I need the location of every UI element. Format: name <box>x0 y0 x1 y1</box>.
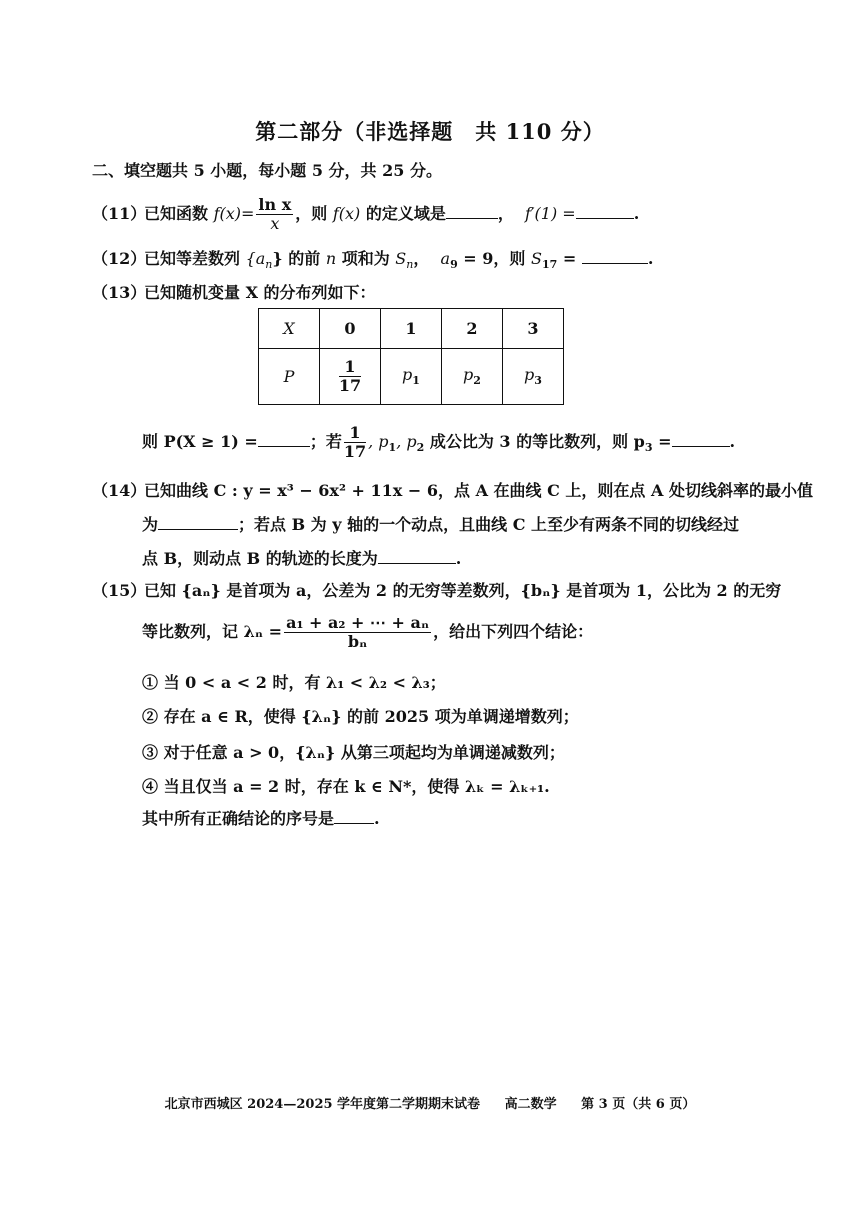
question-text: 已知等差数列 <box>144 249 246 268</box>
question-text: ，给出下列四个结论： <box>433 622 594 641</box>
question-text: ；若点 B 为 y 轴的一个动点，且曲线 C 上至少有两条不同的切线经过 <box>238 515 739 534</box>
page-footer <box>0 1093 860 1112</box>
answer-blank[interactable] <box>158 515 238 530</box>
fraction-numerator: ln x <box>258 195 292 214</box>
function-expr: f(x)= <box>213 204 255 223</box>
question-14-line3 <box>142 546 461 569</box>
fraction-denominator: x <box>270 214 280 233</box>
distribution-table <box>258 308 564 405</box>
period: . <box>633 204 640 223</box>
question-text: 的定义域是 <box>360 204 446 223</box>
fraction <box>344 424 366 461</box>
question-13 <box>92 280 376 303</box>
cell-text: p <box>524 365 535 385</box>
period: . <box>455 549 462 568</box>
question-text: 成公比为 3 的等比数列，则 p <box>424 432 645 451</box>
term-expr: , p <box>396 432 417 451</box>
conclusion-item: ③ 对于任意 a > 0，{λₙ} 从第三项起均为单调递减数列； <box>142 743 565 762</box>
question-text: 为 <box>142 515 159 534</box>
term-value: = 9 <box>457 249 494 268</box>
question-text: 其中所有正确结论的序号是 <box>142 809 335 828</box>
question-13-line2: 则 P(X ≥ 1) = ；若 $\frac{1}{17}$ , $p_1$, $p_2$ 成公比为 3 的等比数列，则 $p_3$ = . <box>142 423 736 461</box>
question-11 <box>92 196 639 233</box>
fraction-denominator: bₙ <box>347 632 368 651</box>
function-expr: f(x) <box>332 204 361 223</box>
conclusion-item: ④ 当且仅当 a = 2 时，存在 k ∈ N*，使得 λₖ = λₖ₊₁. <box>142 777 550 796</box>
footer-page: 第 3 页（共 6 页） <box>581 1097 696 1112</box>
derivative-expr: f′(1) = <box>525 204 576 223</box>
sequence-expr: {a <box>245 249 266 268</box>
fraction-numerator: a₁ + a₂ + ⋯ + aₙ <box>286 613 430 632</box>
table-cell <box>442 349 503 405</box>
page-title: 第二部分（非选择题 共 110 分） <box>255 119 605 144</box>
fraction-denominator: 17 <box>343 442 367 461</box>
table-cell: 0 <box>320 309 381 349</box>
question-number: （15） <box>92 581 147 600</box>
table-cell <box>259 309 320 349</box>
question-text: } 的前 <box>272 249 326 268</box>
question-text: 已知曲线 C : y = x³ − 6x² + 11x − 6，点 A 在曲线 C 上，则在点 A 处切线斜率的最小值 <box>144 481 813 500</box>
answer-blank[interactable] <box>446 204 498 219</box>
answer-blank[interactable] <box>334 809 374 824</box>
question-number: （14） <box>92 481 147 500</box>
subscript: 1 <box>412 374 420 388</box>
table-cell: 1 <box>381 309 442 349</box>
cell-text: X <box>283 319 295 338</box>
answer-blank[interactable] <box>258 432 310 447</box>
period: . <box>647 249 654 268</box>
question-text: 已知函数 <box>144 204 214 223</box>
question-text: 等比数列，记 λₙ = <box>142 622 283 641</box>
answer-blank[interactable] <box>576 204 634 219</box>
question-number: （12） <box>92 249 147 268</box>
answer-blank[interactable] <box>378 549 456 564</box>
table-cell <box>503 349 564 405</box>
table-row <box>259 309 564 349</box>
table-cell <box>381 349 442 405</box>
question-text: 项和为 <box>336 249 396 268</box>
footer-subject: 高二数学 <box>504 1097 557 1112</box>
question-text: 点 B，则动点 B 的轨迹的长度为 <box>142 549 378 568</box>
question-text: ， <box>497 204 514 223</box>
question-14 <box>92 478 813 501</box>
answer-blank[interactable] <box>672 432 730 447</box>
subscript: 3 <box>534 374 542 388</box>
period: . <box>374 809 380 828</box>
question-text: ，则 <box>295 204 333 223</box>
fraction-denominator: 17 <box>338 376 362 395</box>
question-text: 已知随机变量 X 的分布列如下： <box>144 283 376 302</box>
section-header: 二、填空题共 5 小题，每小题 5 分，共 25 分。 <box>92 161 442 180</box>
question-text: 则 P(X ≥ 1) = <box>142 432 258 451</box>
footer-exam: 北京市西城区 2024—2025 学年度第二学期期末试卷 <box>164 1097 481 1112</box>
term-expr: , p <box>368 432 389 451</box>
question-12: （12）已知等差数列 $\{a_n\}$ 的前 n 项和为 $S_n$， $a_9 = 9$，则 $S_{17}$ = . <box>92 246 653 271</box>
table-cell: 3 <box>503 309 564 349</box>
cell-text: P <box>283 367 295 386</box>
question-15-final <box>142 806 380 829</box>
question-number: （13） <box>92 283 147 302</box>
fraction-numerator: 1 <box>339 358 361 377</box>
fraction <box>339 358 361 395</box>
question-text: ，则 <box>493 249 531 268</box>
conclusion-item: ① 当 0 < a < 2 时，有 λ₁ < λ₂ < λ₃； <box>142 673 446 692</box>
sum-expr: S <box>395 249 407 268</box>
fraction <box>256 196 293 233</box>
question-text: 已知 {aₙ} 是首项为 a，公差为 2 的无穷等差数列，{bₙ} 是首项为 1，公比为 2 的无穷 <box>144 581 782 600</box>
table-cell <box>320 349 381 405</box>
cell-text: p <box>402 365 413 385</box>
question-15-line2 <box>142 614 593 651</box>
equals: = <box>557 249 577 268</box>
table-row <box>259 349 564 405</box>
term-expr: a <box>440 249 451 268</box>
period: . <box>729 432 736 451</box>
question-text: ；若 <box>309 432 342 451</box>
table-cell: 2 <box>442 309 503 349</box>
sum-expr: S <box>530 249 542 268</box>
variable-n: n <box>325 249 337 268</box>
subscript: 2 <box>473 374 481 388</box>
question-14-line2 <box>142 512 739 535</box>
table-cell <box>259 349 320 405</box>
answer-blank[interactable] <box>582 249 648 264</box>
fraction <box>284 614 431 651</box>
conclusion-item: ② 存在 a ∈ R，使得 {λₙ} 的前 2025 项为单调递增数列； <box>142 707 579 726</box>
question-15 <box>92 578 781 601</box>
cell-text: p <box>463 365 474 385</box>
question-number: （11） <box>92 204 147 223</box>
equals: = <box>652 432 672 451</box>
question-text: ， <box>413 249 430 268</box>
fraction-numerator: 1 <box>344 424 366 443</box>
